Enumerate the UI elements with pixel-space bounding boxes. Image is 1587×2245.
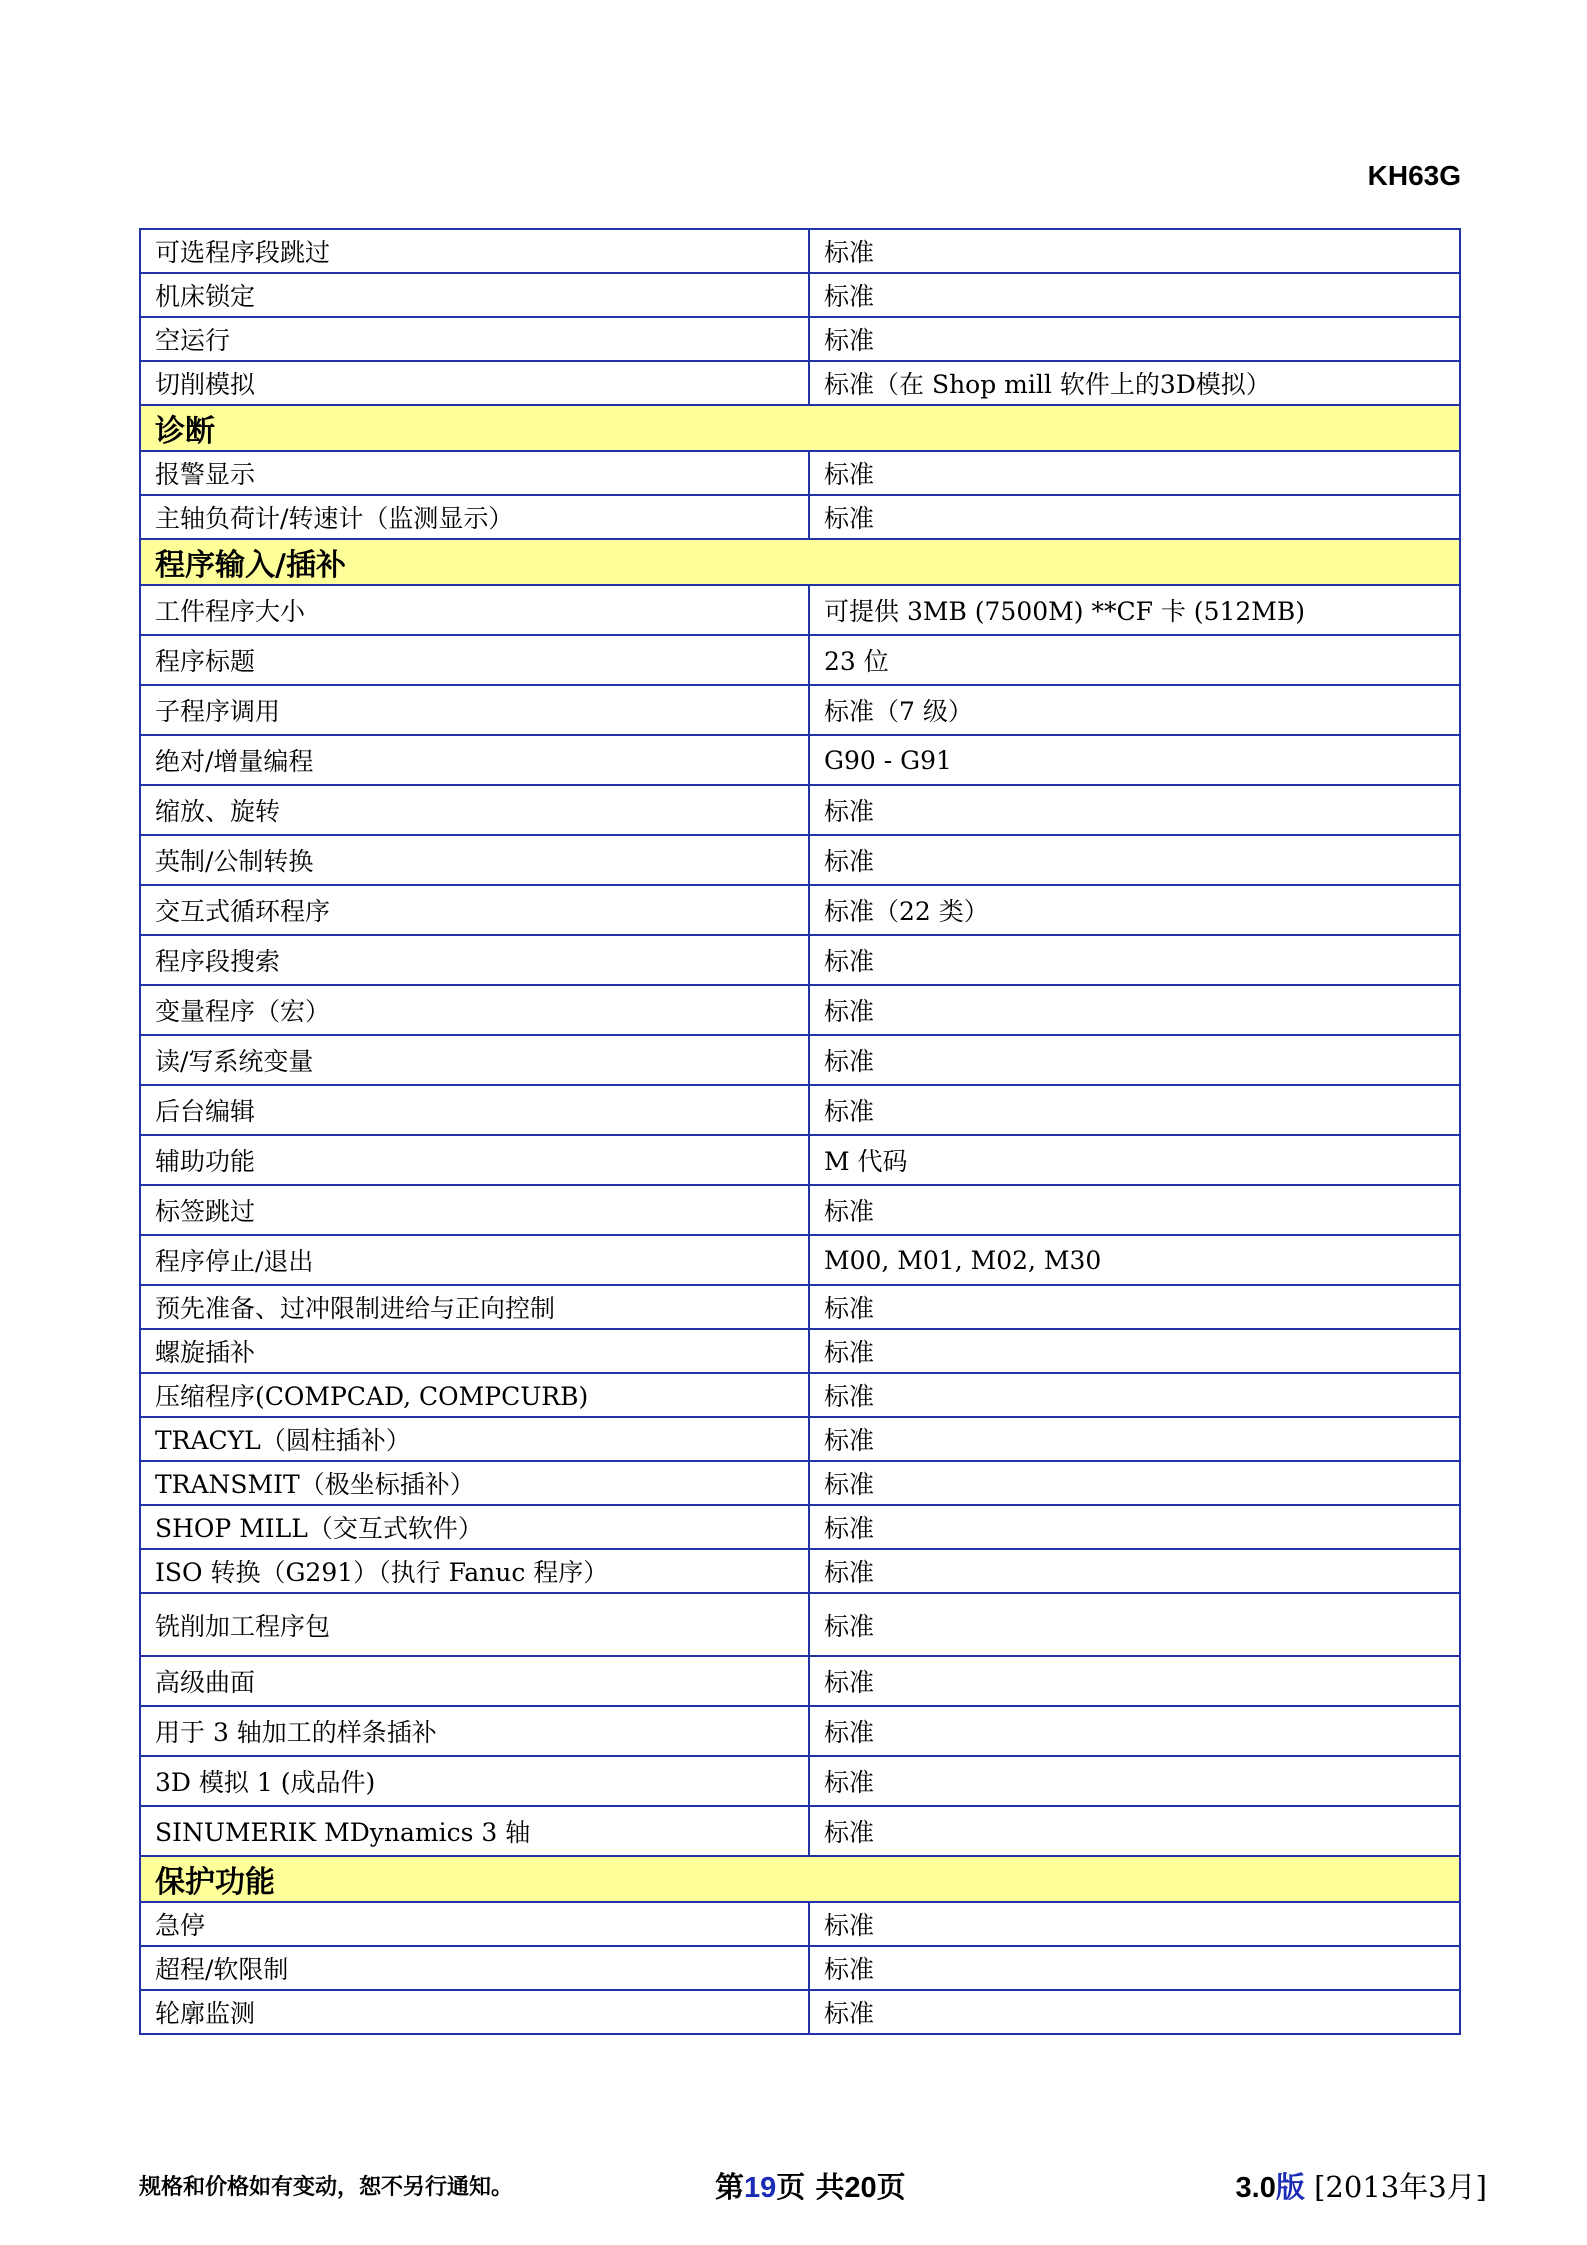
table-row	[140, 1085, 1460, 1135]
feature-cell: 高级曲面	[140, 1656, 809, 1706]
feature-cell: 螺旋插补	[140, 1329, 809, 1373]
feature-cell: 铣削加工程序包	[140, 1593, 809, 1656]
feature-cell: 机床锁定	[140, 273, 809, 317]
feature-cell: 轮廓监测	[140, 1990, 809, 2034]
table-row	[140, 1185, 1460, 1235]
spec-value-cell: 标准	[809, 1946, 1460, 1990]
spec-value-cell: 标准	[809, 1185, 1460, 1235]
section-header-row	[140, 539, 1460, 585]
table-row	[140, 1806, 1460, 1856]
feature-cell: TRACYL（圆柱插补）	[140, 1417, 809, 1461]
table-row	[140, 1035, 1460, 1085]
feature-cell: 工件程序大小	[140, 585, 809, 635]
section-header-row	[140, 405, 1460, 451]
table-row	[140, 1417, 1460, 1461]
table-row	[140, 1235, 1460, 1285]
spec-value-cell: 标准	[809, 495, 1460, 539]
spec-value-cell: 标准	[809, 1593, 1460, 1656]
feature-cell: 变量程序（宏）	[140, 985, 809, 1035]
spec-value-cell: M00, M01, M02, M30	[809, 1235, 1460, 1285]
spec-value-cell: 标准	[809, 985, 1460, 1035]
table-row	[140, 1656, 1460, 1706]
table-row	[140, 835, 1460, 885]
spec-value-cell: 标准	[809, 1656, 1460, 1706]
spec-value-cell: 标准	[809, 1085, 1460, 1135]
spec-value-cell: 标准	[809, 1505, 1460, 1549]
spec-value-cell: 标准	[809, 1285, 1460, 1329]
page-number	[715, 2165, 906, 2206]
feature-cell: 压缩程序(COMPCAD, COMPCURB)	[140, 1373, 809, 1417]
table-row	[140, 1902, 1460, 1946]
section-title: 诊断	[140, 405, 1460, 451]
version-info	[1236, 2165, 1487, 2206]
table-row	[140, 273, 1460, 317]
version-suffix: 版	[1275, 2170, 1305, 2204]
page-suffix: 页	[876, 2170, 906, 2204]
spec-value-cell: 标准	[809, 1373, 1460, 1417]
spec-value-cell: 标准（7 级）	[809, 685, 1460, 735]
feature-cell: 空运行	[140, 317, 809, 361]
table-row	[140, 1135, 1460, 1185]
version-date: [2013年3月]	[1314, 2170, 1487, 2204]
spec-value-cell: 标准	[809, 785, 1460, 835]
feature-cell: 主轴负荷计/转速计（监测显示）	[140, 495, 809, 539]
version-number: 3.0	[1235, 2172, 1276, 2204]
table-row	[140, 685, 1460, 735]
table-row	[140, 1373, 1460, 1417]
feature-cell: 标签跳过	[140, 1185, 809, 1235]
spec-value-cell: 可提供 3MB (7500M) **CF 卡 (512MB)	[809, 585, 1460, 635]
feature-cell: 程序停止/退出	[140, 1235, 809, 1285]
feature-cell: 辅助功能	[140, 1135, 809, 1185]
spec-value-cell: 标准	[809, 1329, 1460, 1373]
table-row	[140, 585, 1460, 635]
spec-value-cell: 标准	[809, 835, 1460, 885]
spec-value-cell: 23 位	[809, 635, 1460, 685]
feature-cell: 切削模拟	[140, 361, 809, 405]
spec-table-body	[140, 229, 1460, 2034]
feature-cell: 用于 3 轴加工的样条插补	[140, 1706, 809, 1756]
table-row	[140, 985, 1460, 1035]
table-row	[140, 495, 1460, 539]
feature-cell: 急停	[140, 1902, 809, 1946]
spec-value-cell: 标准	[809, 273, 1460, 317]
table-row	[140, 1505, 1460, 1549]
spec-value-cell: M 代码	[809, 1135, 1460, 1185]
feature-cell: 超程/软限制	[140, 1946, 809, 1990]
table-row	[140, 885, 1460, 935]
spec-value-cell: 标准	[809, 1549, 1460, 1593]
spec-value-cell: 标准	[809, 1756, 1460, 1806]
feature-cell: 绝对/增量编程	[140, 735, 809, 785]
table-row	[140, 229, 1460, 273]
table-row	[140, 361, 1460, 405]
table-row	[140, 1461, 1460, 1505]
spec-value-cell: 标准	[809, 1706, 1460, 1756]
feature-cell: 程序段搜索	[140, 935, 809, 985]
spec-value-cell: 标准	[809, 229, 1460, 273]
feature-cell: 子程序调用	[140, 685, 809, 735]
table-row	[140, 785, 1460, 835]
table-row	[140, 1946, 1460, 1990]
feature-cell: 英制/公制转换	[140, 835, 809, 885]
feature-cell: 可选程序段跳过	[140, 229, 809, 273]
table-row	[140, 1549, 1460, 1593]
feature-cell: 后台编辑	[140, 1085, 809, 1135]
section-title: 程序输入/插补	[140, 539, 1460, 585]
feature-cell: 预先准备、过冲限制进给与正向控制	[140, 1285, 809, 1329]
section-title: 保护功能	[140, 1856, 1460, 1902]
table-row	[140, 1329, 1460, 1373]
model-code: KH63G	[1367, 160, 1461, 191]
table-row	[140, 317, 1460, 361]
spec-value-cell: 标准	[809, 451, 1460, 495]
section-header-row	[140, 1856, 1460, 1902]
page-mid: 页 共	[776, 2170, 845, 2204]
feature-cell: 3D 模拟 1 (成品件)	[140, 1756, 809, 1806]
spec-value-cell: 标准	[809, 1990, 1460, 2034]
spec-value-cell: G90 - G91	[809, 735, 1460, 785]
feature-cell: ISO 转换（G291）（执行 Fanuc 程序）	[140, 1549, 809, 1593]
spec-value-cell: 标准（在 Shop mill 软件上的3D模拟）	[809, 361, 1460, 405]
spec-value-cell: 标准	[809, 1902, 1460, 1946]
spec-value-cell: 标准	[809, 317, 1460, 361]
spec-table	[139, 228, 1461, 2035]
feature-cell: 报警显示	[140, 451, 809, 495]
feature-cell: SINUMERIK MDynamics 3 轴	[140, 1806, 809, 1856]
footer-notice: 规格和价格如有变动，恕不另行通知。	[139, 2174, 514, 2199]
feature-cell: TRANSMIT（极坐标插补）	[140, 1461, 809, 1505]
table-row	[140, 1593, 1460, 1656]
feature-cell: 缩放、旋转	[140, 785, 809, 835]
table-row	[140, 935, 1460, 985]
page-total: 20	[844, 2172, 877, 2204]
table-row	[140, 735, 1460, 785]
spec-value-cell: 标准	[809, 935, 1460, 985]
feature-cell: SHOP MILL（交互式软件）	[140, 1505, 809, 1549]
table-row	[140, 1285, 1460, 1329]
spec-value-cell: 标准	[809, 1417, 1460, 1461]
spec-value-cell: 标准	[809, 1035, 1460, 1085]
table-row	[140, 1756, 1460, 1806]
feature-cell: 程序标题	[140, 635, 809, 685]
feature-cell: 读/写系统变量	[140, 1035, 809, 1085]
spec-value-cell: 标准	[809, 1461, 1460, 1505]
spec-value-cell: 标准	[809, 1806, 1460, 1856]
table-row	[140, 451, 1460, 495]
page-prefix: 第	[715, 2170, 745, 2204]
feature-cell: 交互式循环程序	[140, 885, 809, 935]
page-current: 19	[744, 2172, 777, 2204]
table-row	[140, 635, 1460, 685]
spec-value-cell: 标准（22 类）	[809, 885, 1460, 935]
table-row	[140, 1990, 1460, 2034]
table-row	[140, 1706, 1460, 1756]
